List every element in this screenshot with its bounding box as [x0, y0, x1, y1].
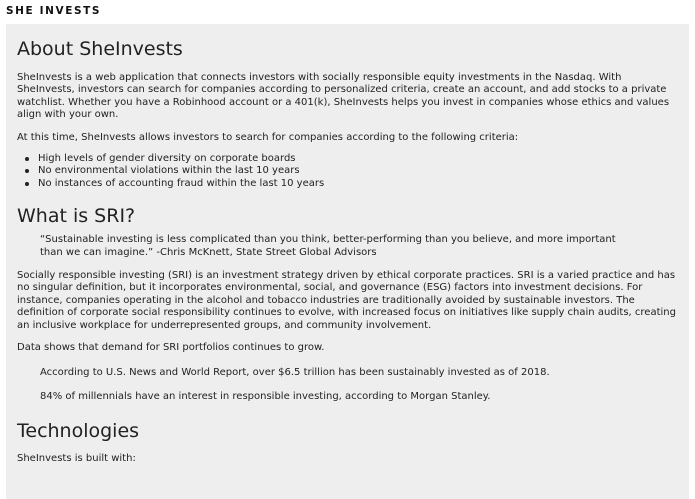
about-intro-paragraph: SheInvests is a web application that connects investors with socially responsible equity investments in the Nasdaq. With SheInvests, investors can search for companies according to personalized criteria, create an account, and add stocks to a private watchlist. Whether you have a Robinhood account or a 401(k), SheInvests helps you invest in companies whose ethics and values align with your own.	[17, 72, 670, 121]
sri-demand-paragraph: Data shows that demand for SRI portfolios continues to grow.	[17, 342, 325, 354]
sri-heading: What is SRI?	[17, 205, 136, 228]
sri-stat-millennials: 84% of millennials have an interest in responsible investing, according to Morgan Stanley.	[40, 390, 491, 402]
about-heading: About SheInvests	[17, 38, 183, 60]
technologies-heading: Technologies	[17, 420, 140, 443]
criteria-item-environmental: No environmental violations within the last 10 years	[38, 165, 679, 177]
technologies-intro: SheInvests is built with:	[17, 453, 136, 465]
sri-stat-trillion: According to U.S. News and World Report, over $6.5 trillion has been sustainably invested as of 2018.	[40, 366, 550, 378]
content-panel	[6, 24, 689, 499]
criteria-item-accounting-fraud: No instances of accounting fraud within the last 10 years	[38, 178, 679, 190]
criteria-list	[17, 153, 679, 190]
sri-definition-paragraph: Socially responsible investing (SRI) is an investment strategy driven by ethical corporate practices. SRI is a varied practice and has no singular definition, but it incorporates environmental, social, and governance (ESG) factors into investment decisions. For instance, companies operating in the alcohol and tobacco industries are traditionally avoided by sustainable investors. The definition of corporate social responsibility continues to evolve, with increased focus on initiatives like supply chain audits, creating an inclusive workplace for underrepresented groups, and community involvement.	[17, 270, 676, 331]
criteria-item-gender-diversity: High levels of gender diversity on corporate boards	[38, 153, 679, 165]
criteria-intro-paragraph: At this time, SheInvests allows investors to search for companies according to the following criteria:	[17, 131, 519, 143]
sri-quote: “Sustainable investing is less complicated than you think, better-performing than you believe, and more important than we can imagine.” -Chris McKnett, State Street Global Advisors	[40, 234, 616, 258]
top-bar	[0, 0, 695, 22]
brand-logo-text[interactable]: SHE INVESTS	[6, 5, 102, 17]
